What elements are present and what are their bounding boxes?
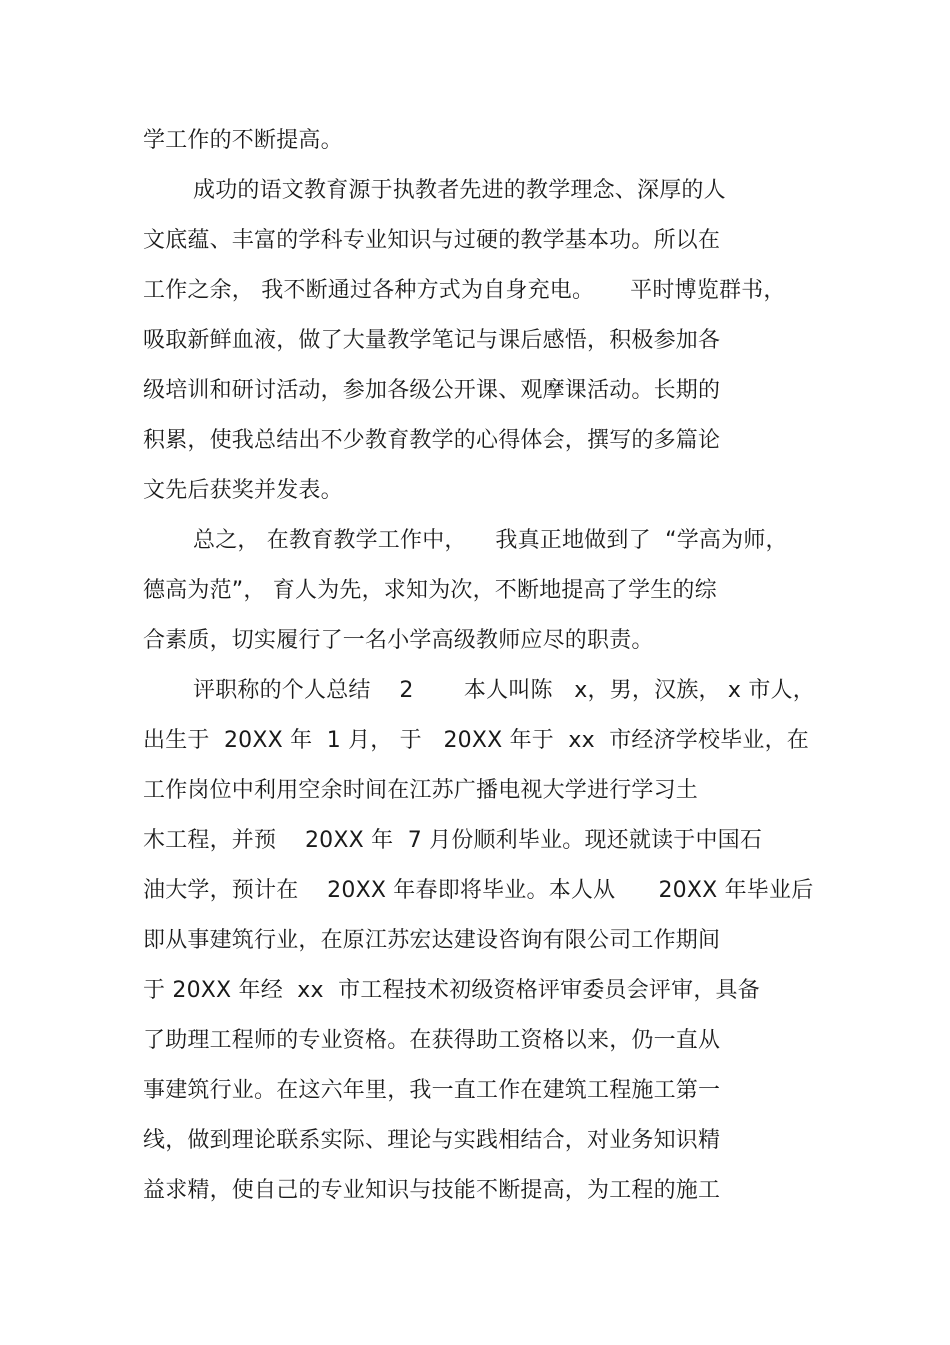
text-line: 事建筑行业。在这六年里，我一直工作在建筑工程施工第一 <box>143 1078 721 1103</box>
text-line: 级培训和研讨活动，参加各级公开课、观摩课活动。长期的 <box>143 378 721 403</box>
text-line: 线，做到理论联系实际、理论与实践相结合，对业务知识精 <box>143 1128 721 1153</box>
text-line: 工作之余， 我不断通过各种方式为自身充电。 平时博览群书， <box>143 278 786 303</box>
text-line: 德高为范”， 育人为先，求知为次，不断地提高了学生的综 <box>143 578 717 603</box>
text-line: 总之， 在教育教学工作中， 我真正地做到了 “学高为师， <box>193 528 788 553</box>
text-line: 文先后获奖并发表。 <box>143 478 343 503</box>
text-line: 出生于 20XX 年 1 月， 于 20XX 年于 xx 市经济学校毕业，在 <box>143 728 810 753</box>
text-line: 油大学，预计在 20XX 年春即将毕业。本人从 20XX 年毕业后 <box>143 878 814 903</box>
text-line: 即从事建筑行业，在原江苏宏达建设咨询有限公司工作期间 <box>143 928 721 953</box>
text-line: 木工程，并预 20XX 年 7 月份顺利毕业。现还就读于中国石 <box>143 828 763 853</box>
text-line: 文底蕴、丰富的学科专业知识与过硬的教学基本功。所以在 <box>143 228 721 253</box>
text-line: 积累，使我总结出不少教育教学的心得体会，撰写的多篇论 <box>143 428 721 453</box>
text-line: 益求精，使自己的专业知识与技能不断提高，为工程的施工 <box>143 1178 721 1203</box>
text-line: 了助理工程师的专业资格。在获得助工资格以来，仍一直从 <box>143 1028 721 1053</box>
text-line: 吸取新鲜血液，做了大量教学笔记与课后感悟，积极参加各 <box>143 328 721 353</box>
text-line: 合素质，切实履行了一名小学高级教师应尽的职责。 <box>143 628 654 653</box>
text-line: 于 20XX 年经 xx 市工程技术初级资格评审委员会评审，具备 <box>143 978 760 1003</box>
text-line: 成功的语文教育源于执教者先进的教学理念、深厚的人 <box>193 178 726 203</box>
text-line: 学工作的不断提高。 <box>143 128 343 153</box>
text-line: 工作岗位中利用空余时间在江苏广播电视大学进行学习土 <box>143 778 699 803</box>
text-line: 评职称的个人总结 2 本人叫陈 x，男，汉族， x 市人， <box>193 678 815 703</box>
